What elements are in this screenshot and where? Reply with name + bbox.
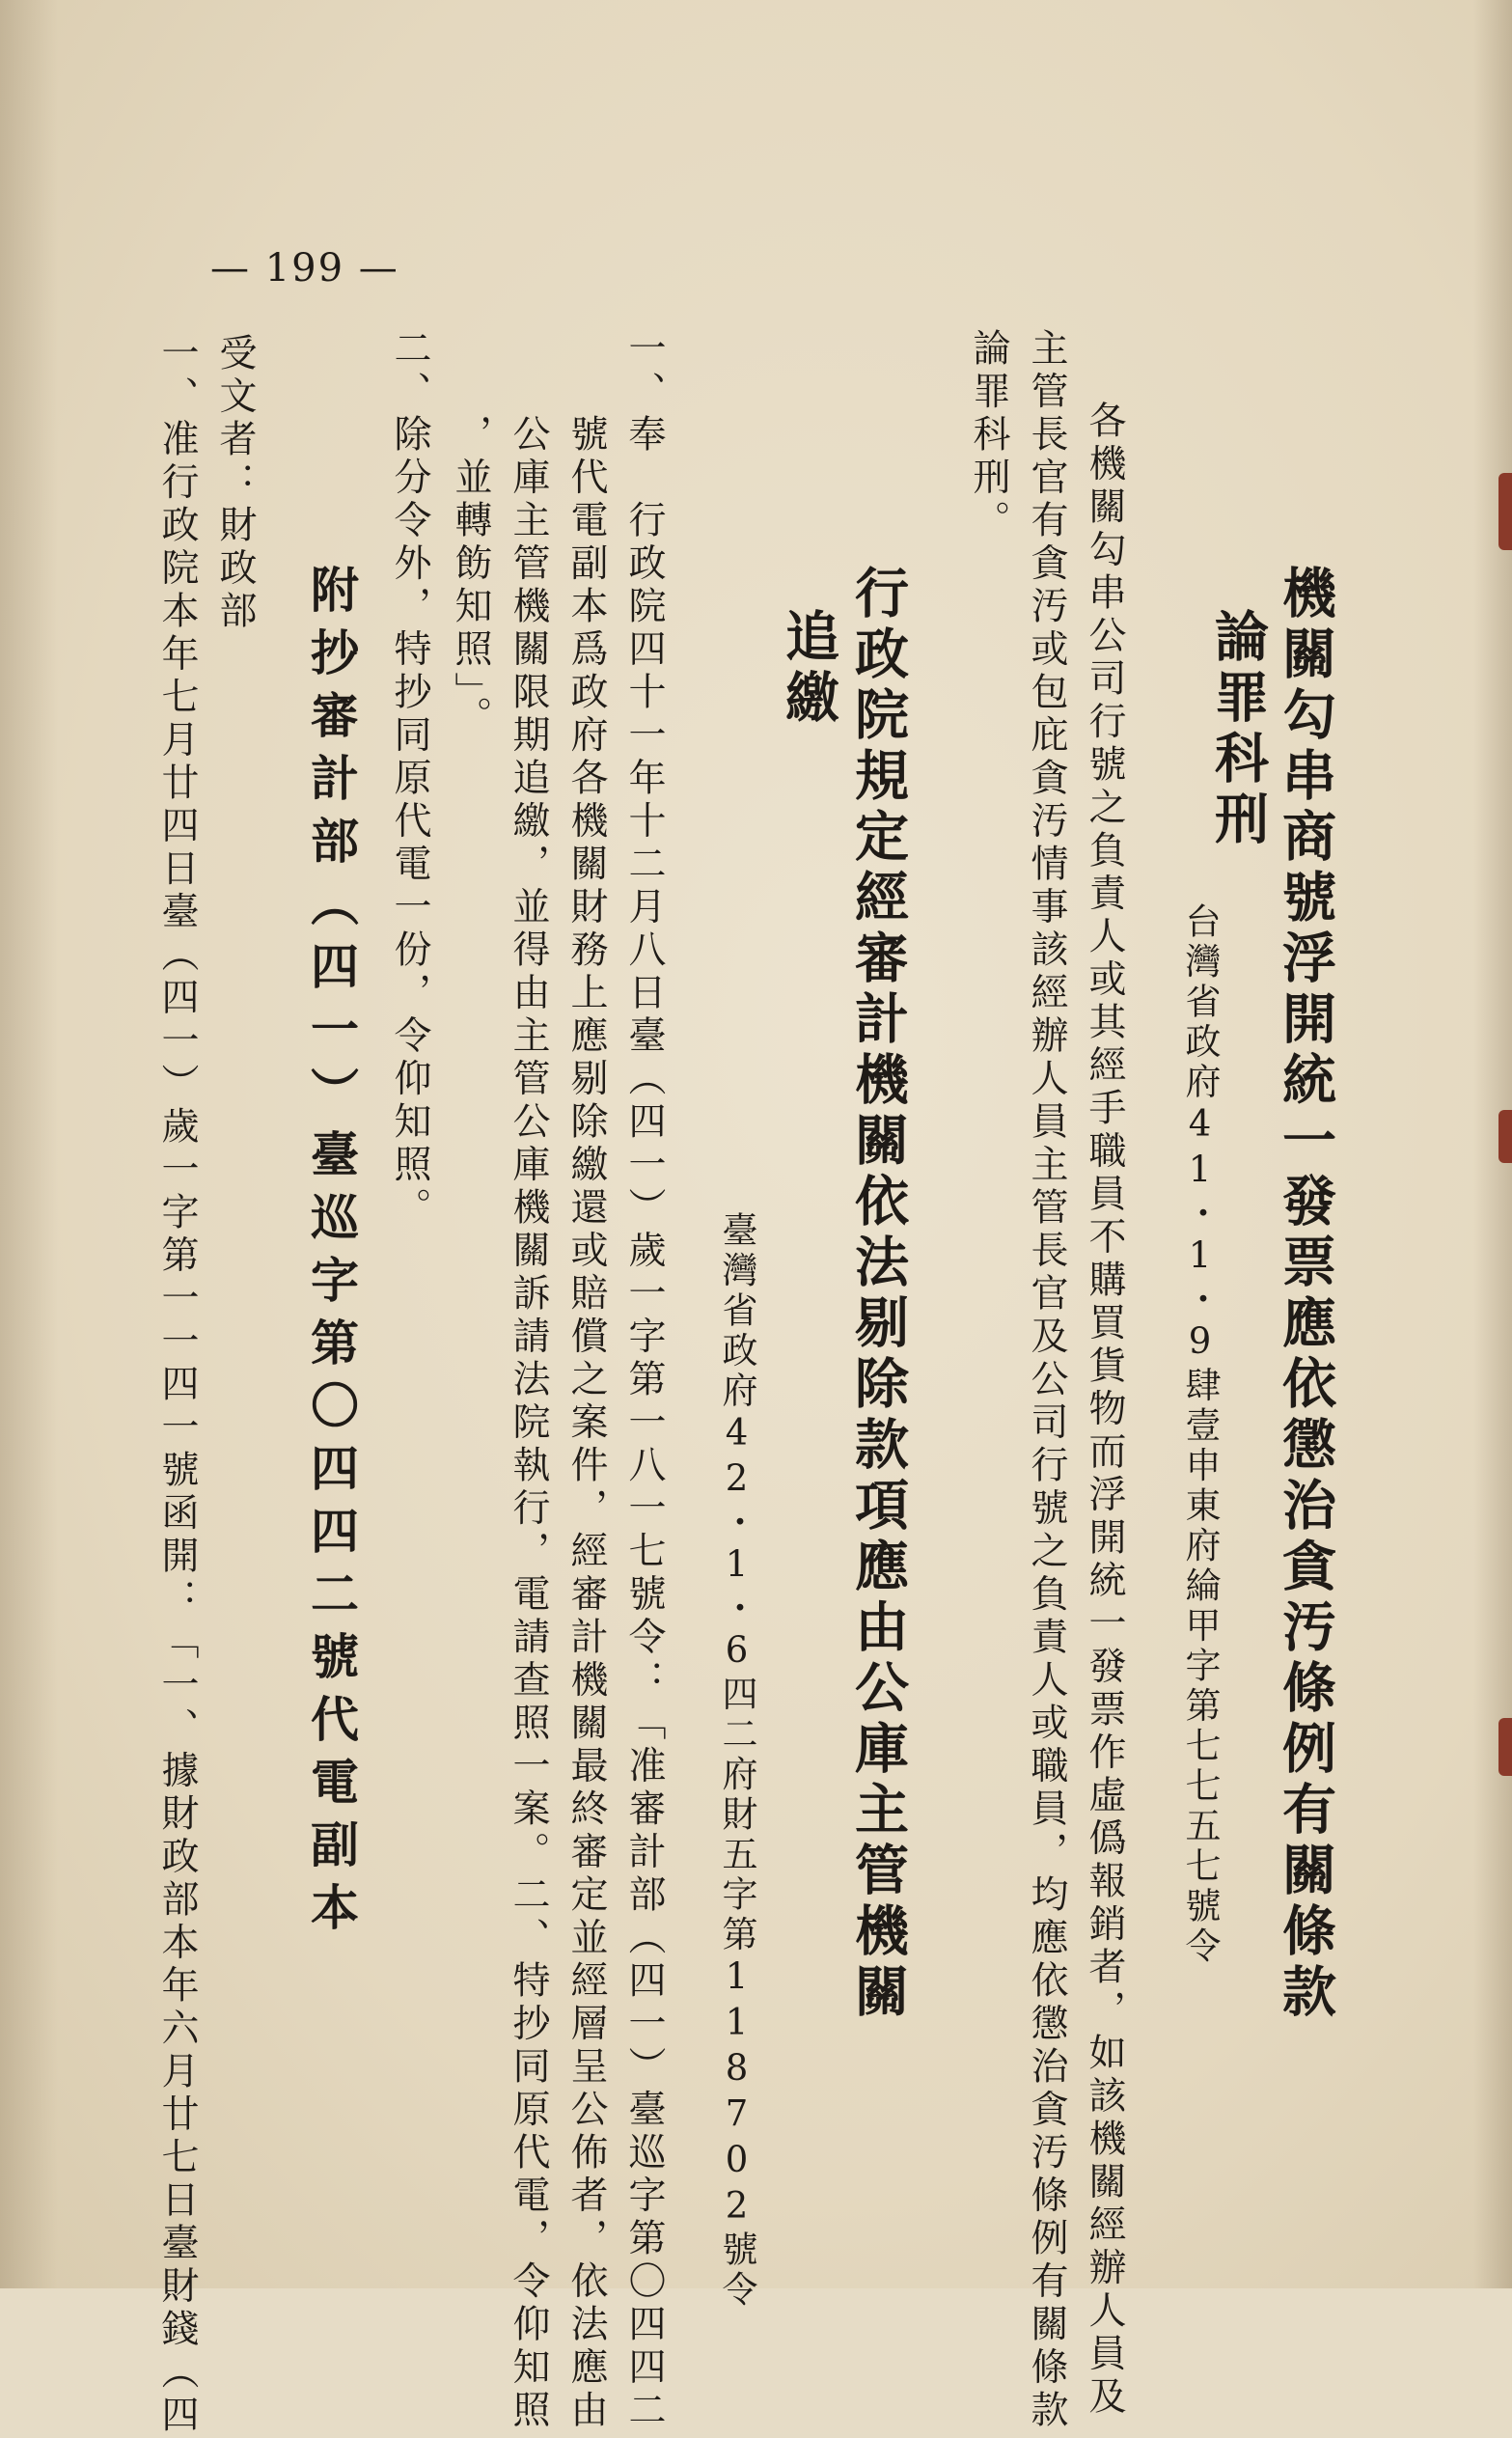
- section2-body-line: 號代電副本爲政府各機關財務上應剔除繳還或賠償之案件，經審計機關最終審定並經層呈公佈者，依法應由: [564, 328, 608, 2433]
- attachment-title: 附抄審計部（四一）臺巡字第〇四四二號代電副本: [303, 565, 360, 1945]
- page-number: — 199 —: [210, 246, 399, 291]
- page-tab-marker: [1498, 1110, 1512, 1163]
- section2-body-line: 二、除分令外，特抄同原代電一份，令仰知照。: [388, 328, 431, 1231]
- page-tab-marker: [1498, 1718, 1512, 1776]
- attachment-first-line: 一、准行政院本年七月廿四日臺（四一）歲一字第一一四一號函開：「一、據財政部本年六月廿七日臺財錢（四: [155, 333, 199, 2438]
- section2-title-line2: 追繳: [777, 608, 840, 730]
- spine-shadow: [0, 0, 58, 2288]
- section1-body-line: 論罪科刑。: [967, 328, 1010, 543]
- section2-body-line: ，並轉飭知照」。: [449, 328, 492, 739]
- section2-body-line: 公庫主管機關限期追繳，並得由主管公庫機關訴請法院執行，電請查照一案。二、特抄同原代電，令仰知照: [507, 328, 550, 2433]
- section2-body-line: 一、奉 行政院四十一年十二月八日臺（四一）歲一字第一八一七號令：「准審計部（四一）臺巡字第〇四四二: [622, 328, 666, 2433]
- section1-body-line: 主管長官有貪汚或包庇貪汚情事該經辦人員主管長官及公司行號之負責人或職員，均應依懲治貪汚條例有關條款: [1025, 328, 1068, 2433]
- section2-source: 臺灣省政府42・1・6四二府財五字第118702號令: [716, 1211, 757, 2311]
- section1-title-line1: 機關勾串商號浮開統一發票應依懲治貪汚條例有關條款: [1274, 565, 1337, 2024]
- section1-source: 台灣省政府41・1・9肆壹申東府綸甲字第七七五七號令: [1179, 902, 1221, 1967]
- attachment-recipient: 受文者：財政部: [213, 333, 257, 634]
- section2-title-line1: 行政院規定經審計機關依法剔除款項應由公庫主管機關: [846, 565, 910, 2024]
- section1-title-line2: 論罪科刑: [1206, 608, 1270, 851]
- section1-body-line: 各機關勾串公司行號之負責人或其經手職員不購買貨物而浮開統一發票作虛僞報銷者，如該機關經辦人員及: [1083, 401, 1126, 2420]
- page-tab-marker: [1498, 473, 1512, 550]
